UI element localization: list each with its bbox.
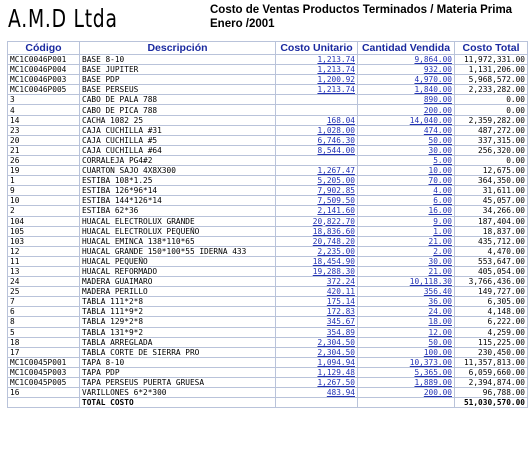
cell-cantidad-vendida[interactable]: 21.00 (358, 236, 455, 246)
cell-costo-unitario[interactable]: 1,129.48 (276, 367, 358, 377)
cell-codigo: MC1C0046P005 (8, 85, 80, 95)
table-row (8, 347, 528, 357)
cell-codigo: 9 (8, 186, 80, 196)
cell-descripcion: TABLA 111*2*8 (80, 297, 276, 307)
cell-costo-unitario[interactable]: 7,509.50 (276, 196, 358, 206)
cell-codigo: 4 (8, 105, 80, 115)
cell-cantidad-vendida[interactable]: 21.00 (358, 266, 455, 276)
cell-descripcion: ESTIBA 126*96*14 (80, 186, 276, 196)
cell-descripcion: TABLA 131*9*2 (80, 327, 276, 337)
table-row (8, 196, 528, 206)
cell-costo-unitario[interactable]: 175.14 (276, 297, 358, 307)
cell-costo-unitario (276, 95, 358, 105)
cell-costo-total: 11,357,813.00 (455, 357, 528, 367)
table-row (8, 155, 528, 165)
cell-costo-total: 405,054.00 (455, 266, 528, 276)
cell-codigo: 24 (8, 277, 80, 287)
total-cell-empty (276, 398, 358, 408)
cell-cantidad-vendida[interactable]: 50.00 (358, 337, 455, 347)
cell-descripcion: MADERA PERILLO (80, 287, 276, 297)
cell-codigo: 13 (8, 266, 80, 276)
table-row (8, 125, 528, 135)
cell-codigo: MC1C0046P003 (8, 75, 80, 85)
cell-descripcion: BASE JUPITER (80, 65, 276, 75)
cell-costo-unitario[interactable]: 420.11 (276, 287, 358, 297)
cell-descripcion: MADERA GUAIMARO (80, 277, 276, 287)
cell-costo-unitario[interactable]: 18,836.60 (276, 226, 358, 236)
cell-costo-unitario (276, 155, 358, 165)
table-row (8, 388, 528, 398)
cell-costo-total: 31,611.00 (455, 186, 528, 196)
cell-descripcion: ESTIBA 108*1.25 (80, 176, 276, 186)
table-row (8, 85, 528, 95)
table-row (8, 317, 528, 327)
cell-cantidad-vendida[interactable]: 18.00 (358, 317, 455, 327)
cell-costo-total: 4,259.00 (455, 327, 528, 337)
cell-costo-unitario[interactable]: 6,746.30 (276, 135, 358, 145)
cell-costo-unitario[interactable]: 8,544.00 (276, 145, 358, 155)
cell-costo-total: 2,394,874.00 (455, 378, 528, 388)
total-value: 51,030,570.00 (455, 398, 528, 408)
cell-cantidad-vendida[interactable]: 10,118.30 (358, 277, 455, 287)
cell-descripcion: HUACAL EMINCA 138*110*65 (80, 236, 276, 246)
cell-costo-total: 11,972,331.00 (455, 55, 528, 65)
cell-descripcion: CAJA CUCHILLA #5 (80, 135, 276, 145)
table-row (8, 186, 528, 196)
cell-cantidad-vendida[interactable]: 200.00 (358, 388, 455, 398)
cell-cantidad-vendida[interactable]: 1,840.00 (358, 85, 455, 95)
cell-costo-unitario[interactable]: 19,288.30 (276, 266, 358, 276)
column-header-descripcion[interactable]: Descripción (80, 42, 276, 55)
table-row (8, 135, 528, 145)
cell-codigo: 2 (8, 206, 80, 216)
report-period: Enero /2001 (210, 18, 275, 30)
cell-costo-unitario[interactable]: 1,213.74 (276, 55, 358, 65)
cell-costo-unitario[interactable]: 1,200.92 (276, 75, 358, 85)
table-row (8, 277, 528, 287)
table-row (8, 367, 528, 377)
column-header-costo-unitario[interactable]: Costo Unitario (276, 42, 358, 55)
cell-codigo: 5 (8, 327, 80, 337)
cell-cantidad-vendida[interactable]: 932.00 (358, 65, 455, 75)
cell-cantidad-vendida[interactable]: 30.00 (358, 145, 455, 155)
cell-costo-total: 12,675.00 (455, 166, 528, 176)
cell-descripcion: CAJA CUCHILLA #64 (80, 145, 276, 155)
cell-codigo: 17 (8, 347, 80, 357)
cell-costo-total: 34,266.00 (455, 206, 528, 216)
cell-descripcion: TAPA PDP (80, 367, 276, 377)
cell-costo-total: 0.00 (455, 95, 528, 105)
cell-descripcion: CAJA CUCHILLA #31 (80, 125, 276, 135)
cell-costo-total: 6,305.00 (455, 297, 528, 307)
cell-costo-unitario[interactable]: 1,028.00 (276, 125, 358, 135)
cell-costo-total: 149,727.00 (455, 287, 528, 297)
table-row (8, 166, 528, 176)
cell-cantidad-vendida[interactable]: 12.00 (358, 327, 455, 337)
cell-codigo: MC1C0045P003 (8, 367, 80, 377)
cell-codigo: 26 (8, 155, 80, 165)
cell-codigo: 12 (8, 246, 80, 256)
cell-costo-total: 18,837.00 (455, 226, 528, 236)
cell-descripcion: TABLA 111*9*2 (80, 307, 276, 317)
cell-cantidad-vendida[interactable]: 200.00 (358, 105, 455, 115)
cell-costo-total: 4,470.00 (455, 246, 528, 256)
column-header-cantidad-vendida[interactable]: Cantidad Vendida (358, 42, 455, 55)
cell-codigo: 104 (8, 216, 80, 226)
cell-codigo: 20 (8, 135, 80, 145)
cell-cantidad-vendida[interactable]: 5.00 (358, 155, 455, 165)
cell-descripcion: HUACAL PEQUEÑO (80, 256, 276, 266)
cell-costo-total: 553,647.00 (455, 256, 528, 266)
cell-cantidad-vendida[interactable]: 1,889.00 (358, 378, 455, 388)
cell-costo-total: 187,404.00 (455, 216, 528, 226)
cell-costo-unitario[interactable]: 1,267.47 (276, 166, 358, 176)
cell-codigo: MC1C0046P004 (8, 65, 80, 75)
cell-codigo: MC1C0046P001 (8, 55, 80, 65)
cell-cantidad-vendida[interactable]: 24.00 (358, 307, 455, 317)
cell-descripcion: CUARTON SAJO 4X8X300 (80, 166, 276, 176)
cell-cantidad-vendida[interactable]: 9.00 (358, 216, 455, 226)
cell-codigo: 3 (8, 95, 80, 105)
cell-descripcion: CACHA 1082 25 (80, 115, 276, 125)
cell-codigo: 11 (8, 256, 80, 266)
cell-costo-unitario (276, 105, 358, 115)
column-header-codigo[interactable]: Código (8, 42, 80, 55)
cell-cantidad-vendida[interactable]: 14,040.00 (358, 115, 455, 125)
cell-costo-unitario[interactable]: 20,822.70 (276, 216, 358, 226)
cell-descripcion: HUACAL GRANDE 150*100*55 IDERNA 433 (80, 246, 276, 256)
cell-costo-unitario[interactable]: 18,454.90 (276, 256, 358, 266)
cell-cantidad-vendida[interactable]: 50.00 (358, 135, 455, 145)
cell-costo-total: 364,350.00 (455, 176, 528, 186)
table-row (8, 176, 528, 186)
table-row (8, 95, 528, 105)
cell-cantidad-vendida[interactable]: 4,970.00 (358, 75, 455, 85)
cell-costo-total: 4,148.00 (455, 307, 528, 317)
cell-costo-unitario[interactable]: 172.83 (276, 307, 358, 317)
cell-costo-total: 337,315.00 (455, 135, 528, 145)
cell-cantidad-vendida[interactable]: 356.40 (358, 287, 455, 297)
cell-costo-total: 96,788.00 (455, 388, 528, 398)
cell-costo-total: 1,131,206.00 (455, 65, 528, 75)
cell-costo-unitario[interactable]: 1,267.50 (276, 378, 358, 388)
table-row (8, 378, 528, 388)
cell-costo-total: 6,222.00 (455, 317, 528, 327)
cell-costo-unitario[interactable]: 372.24 (276, 277, 358, 287)
cell-descripcion: TABLA CORTE DE SIERRA PRO (80, 347, 276, 357)
cell-costo-unitario[interactable]: 1,213.74 (276, 65, 358, 75)
cell-descripcion: CABO DE PICA 788 (80, 105, 276, 115)
cell-descripcion: BASE PERSEUS (80, 85, 276, 95)
cell-codigo: MC1C0045P001 (8, 357, 80, 367)
cell-descripcion: HUACAL REFORMADO (80, 266, 276, 276)
cell-cantidad-vendida[interactable]: 890.00 (358, 95, 455, 105)
cell-cantidad-vendida[interactable]: 474.00 (358, 125, 455, 135)
table-row (8, 357, 528, 367)
cell-cantidad-vendida[interactable]: 36.00 (358, 297, 455, 307)
table-row (8, 75, 528, 85)
cell-descripcion: TABLA 129*2*8 (80, 317, 276, 327)
table-row (8, 105, 528, 115)
table-row (8, 246, 528, 256)
cell-costo-total: 6,059,660.00 (455, 367, 528, 377)
cell-costo-unitario[interactable]: 345.67 (276, 317, 358, 327)
table-row (8, 327, 528, 337)
cell-costo-unitario[interactable]: 2,141.60 (276, 206, 358, 216)
table-row (8, 307, 528, 317)
cost-table (7, 41, 528, 408)
cell-costo-total: 256,320.00 (455, 145, 528, 155)
table-header-row (8, 42, 528, 55)
cell-costo-unitario[interactable]: 7,902.85 (276, 186, 358, 196)
cell-costo-total: 45,057.00 (455, 196, 528, 206)
table-row (8, 287, 528, 297)
table-body (8, 55, 528, 408)
cell-descripcion: TAPA 8-10 (80, 357, 276, 367)
cell-costo-total: 115,225.00 (455, 337, 528, 347)
cell-costo-unitario[interactable]: 1,213.74 (276, 85, 358, 95)
column-header-costo-total[interactable]: Costo Total (455, 42, 528, 55)
table-row (8, 337, 528, 347)
cell-costo-unitario[interactable]: 2,304.50 (276, 337, 358, 347)
cell-descripcion: BASE 8-10 (80, 55, 276, 65)
cell-codigo: MC1C0045P005 (8, 378, 80, 388)
cell-descripcion: TABLA ARREGLADA (80, 337, 276, 347)
cell-cantidad-vendida[interactable]: 9,864.00 (358, 55, 455, 65)
total-label: TOTAL COSTO (80, 398, 276, 408)
cell-cantidad-vendida[interactable]: 4.00 (358, 186, 455, 196)
cell-codigo: 21 (8, 145, 80, 155)
table-row (8, 55, 528, 65)
cell-costo-total: 3,766,436.00 (455, 277, 528, 287)
total-row (8, 398, 528, 408)
cell-descripcion: HUACAL ELECTROLUX GRANDE (80, 216, 276, 226)
cell-costo-unitario[interactable]: 5,205.00 (276, 176, 358, 186)
cell-cantidad-vendida[interactable]: 2.00 (358, 246, 455, 256)
cell-costo-total: 2,359,282.00 (455, 115, 528, 125)
table-row (8, 297, 528, 307)
cell-costo-unitario[interactable]: 2,235.00 (276, 246, 358, 256)
cell-descripcion: CABO DE PALA 788 (80, 95, 276, 105)
total-cell-empty (358, 398, 455, 408)
table-row (8, 65, 528, 75)
cell-cantidad-vendida[interactable]: 70.00 (358, 176, 455, 186)
cell-descripcion: BASE PDP (80, 75, 276, 85)
cell-cantidad-vendida[interactable]: 6.00 (358, 196, 455, 206)
cell-cantidad-vendida[interactable]: 100.00 (358, 347, 455, 357)
cell-cantidad-vendida[interactable]: 30.00 (358, 256, 455, 266)
cell-codigo: 14 (8, 115, 80, 125)
cell-costo-total: 2,233,282.00 (455, 85, 528, 95)
cell-costo-unitario[interactable]: 354.89 (276, 327, 358, 337)
cell-cantidad-vendida[interactable]: 10.00 (358, 166, 455, 176)
cell-descripcion: CORRALEJA PG4#2 (80, 155, 276, 165)
company-logo: A.M.D Ltda (8, 4, 118, 33)
cell-codigo: 23 (8, 125, 80, 135)
cell-codigo: 6 (8, 307, 80, 317)
table-row (8, 236, 528, 246)
cell-costo-unitario[interactable]: 483.94 (276, 388, 358, 398)
cell-costo-total: 0.00 (455, 155, 528, 165)
cell-codigo: 16 (8, 388, 80, 398)
cell-cantidad-vendida[interactable]: 10,373.00 (358, 357, 455, 367)
cell-codigo: 1 (8, 176, 80, 186)
cell-codigo: 25 (8, 287, 80, 297)
cell-cantidad-vendida[interactable]: 16.00 (358, 206, 455, 216)
cell-cantidad-vendida[interactable]: 1.00 (358, 226, 455, 236)
cell-costo-unitario[interactable]: 168.04 (276, 115, 358, 125)
cell-costo-total: 5,968,572.00 (455, 75, 528, 85)
cell-costo-total: 230,450.00 (455, 347, 528, 357)
cell-costo-unitario[interactable]: 20,748.20 (276, 236, 358, 246)
cell-codigo: 8 (8, 317, 80, 327)
cell-costo-total: 487,272.00 (455, 125, 528, 135)
cell-cantidad-vendida[interactable]: 5,365.00 (358, 367, 455, 377)
cell-codigo: 103 (8, 236, 80, 246)
cell-costo-total: 0.00 (455, 105, 528, 115)
cell-codigo: 7 (8, 297, 80, 307)
cell-codigo: 19 (8, 166, 80, 176)
table-row (8, 226, 528, 236)
cell-costo-unitario[interactable]: 1,094.94 (276, 357, 358, 367)
table-row (8, 206, 528, 216)
cell-descripcion: ESTIBA 144*126*14 (80, 196, 276, 206)
cell-descripcion: HUACAL ELECTROLUX PEQUEÑO (80, 226, 276, 236)
cell-codigo: 18 (8, 337, 80, 347)
table-row (8, 216, 528, 226)
report-title: Costo de Ventas Productos Terminados / Materia Prima (210, 4, 513, 16)
table-row (8, 145, 528, 155)
total-cell-empty (8, 398, 80, 408)
table-row (8, 256, 528, 266)
cell-costo-unitario[interactable]: 2,304.50 (276, 347, 358, 357)
cell-costo-total: 435,712.00 (455, 236, 528, 246)
table-row (8, 266, 528, 276)
cell-descripcion: TAPA PERSEUS PUERTA GRUESA (80, 378, 276, 388)
table-row (8, 115, 528, 125)
cell-codigo: 105 (8, 226, 80, 236)
cell-descripcion: VARILLONES 6*2*300 (80, 388, 276, 398)
cell-codigo: 10 (8, 196, 80, 206)
cell-descripcion: ESTIBA 62*36 (80, 206, 276, 216)
